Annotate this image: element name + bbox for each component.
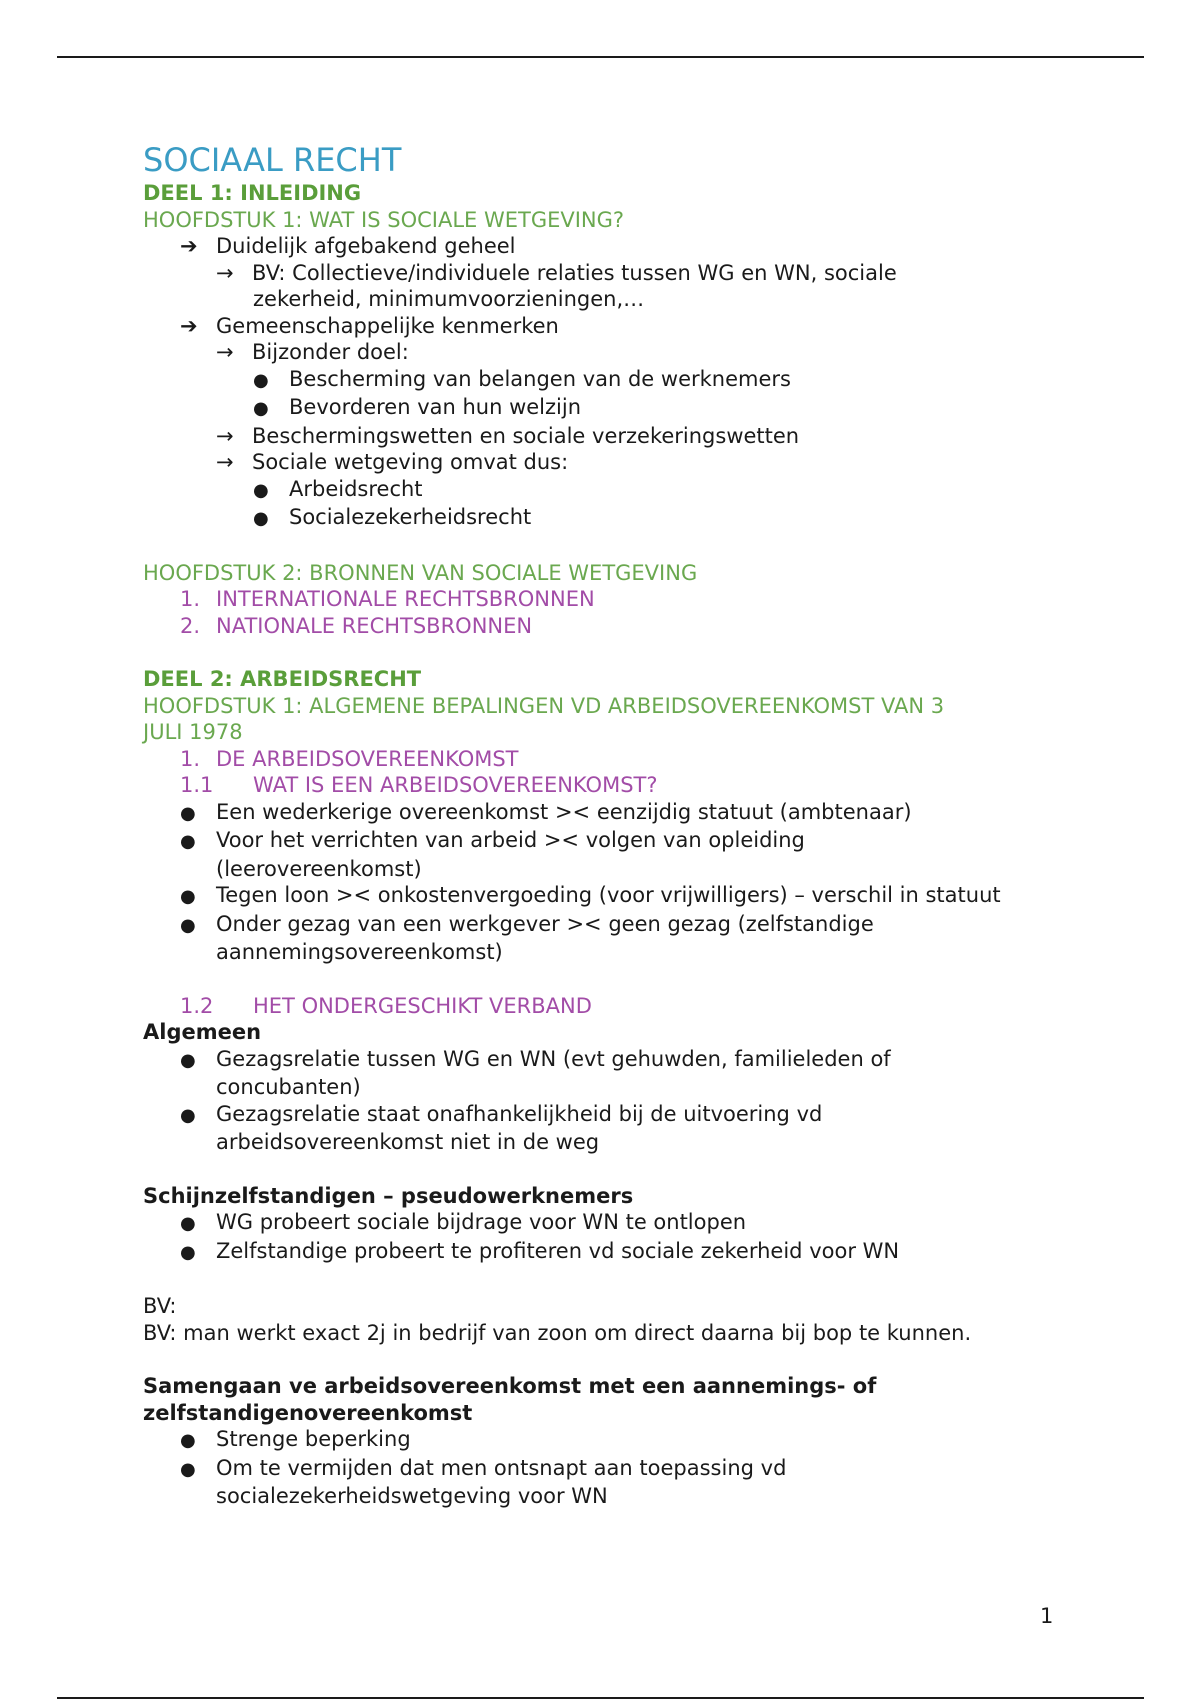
- bullet-icon: ●: [180, 1213, 196, 1234]
- bullet-icon: ●: [180, 831, 196, 852]
- list-item: → Sociale wetgeving omvat dus:: [216, 450, 569, 474]
- bullet-icon: ●: [253, 508, 269, 529]
- list-item-continuation: zekerheid, minimumvoorzieningen,…: [253, 287, 645, 311]
- list-item-continuation: concubanten): [216, 1075, 361, 1099]
- list-item: ● Socialezekerheidsrecht: [143, 504, 1063, 533]
- document-body: [143, 140, 1063, 1510]
- list-item: ➔ Gemeenschappelijke kenmerken: [180, 313, 559, 338]
- page-title: SOCIAAL RECHT: [143, 141, 402, 179]
- list-item: ● Gezagsrelatie tussen WG en WN (evt gehuwden, familieleden of: [143, 1046, 1063, 1075]
- header-rule: [57, 56, 1144, 58]
- example-label: BV:: [143, 1294, 177, 1318]
- section-heading: 1. DE ARBEIDSOVEREENKOMST: [180, 746, 519, 771]
- list-item: ● Arbeidsrecht: [143, 476, 1063, 505]
- list-item: → Bijzonder doel:: [216, 340, 409, 364]
- list-item: ● WG probeert sociale bijdrage voor WN te ontlopen: [143, 1209, 1063, 1238]
- list-item: ● Een wederkerige overeenkomst >< eenzijdig statuut (ambtenaar): [143, 799, 1063, 828]
- chapter-heading: HOOFDSTUK 2: BRONNEN VAN SOCIALE WETGEVING: [143, 560, 698, 585]
- paragraph-heading: Algemeen: [143, 1020, 262, 1044]
- list-item: ● Onder gezag van een werkgever >< geen gezag (zelfstandige: [143, 911, 1063, 940]
- list-item: ● Bescherming van belangen van de werknemers: [143, 366, 1063, 395]
- list-item: ● Bevorderen van hun welzijn: [143, 394, 1063, 423]
- bullet-icon: ●: [253, 369, 269, 391]
- bullet-icon: ●: [180, 886, 196, 907]
- bullet-icon: ●: [180, 802, 196, 824]
- part-heading: DEEL 2: ARBEIDSRECHT: [143, 667, 422, 691]
- arrow-icon: →: [216, 450, 234, 474]
- list-item-continuation: (leerovereenkomst): [216, 856, 422, 881]
- bullet-icon: ●: [180, 1241, 196, 1263]
- list-item: ● Gezagsrelatie staat onafhankelijkheid bij de uitvoering vd: [143, 1101, 1063, 1130]
- list-item: ➔ Duidelijk afgebakend geheel: [180, 234, 516, 258]
- list-item: ● Zelfstandige probeert te profiteren vd sociale zekerheid voor WN: [143, 1238, 1063, 1267]
- bold-arrow-icon: ➔: [180, 313, 198, 338]
- section-heading: 2. NATIONALE RECHTSBRONNEN: [180, 613, 533, 638]
- arrow-icon: →: [216, 423, 234, 448]
- bullet-icon: ●: [180, 1104, 196, 1126]
- bullet-icon: ●: [253, 479, 269, 501]
- bullet-icon: ●: [180, 1458, 196, 1480]
- paragraph-heading: Schijnzelfstandigen – pseudowerknemers: [143, 1183, 634, 1208]
- chapter-heading-continuation: JULI 1978: [143, 720, 243, 744]
- bullet-icon: ●: [253, 398, 269, 419]
- list-item-continuation: aannemingsovereenkomst): [216, 940, 503, 964]
- list-item-continuation: socialezekerheidswetgeving voor WN: [216, 1484, 608, 1508]
- paragraph-heading-continuation: zelfstandigenovereenkomst: [143, 1400, 473, 1425]
- list-item-continuation: arbeidsovereenkomst niet in de weg: [216, 1130, 600, 1154]
- section-heading: 1. INTERNATIONALE RECHTSBRONNEN: [180, 587, 595, 611]
- list-item: ● Strenge beperking: [143, 1426, 1063, 1455]
- chapter-heading: HOOFDSTUK 1: ALGEMENE BEPALINGEN VD ARBEIDSOVEREENKOMST VAN 3: [143, 693, 945, 718]
- part-heading: DEEL 1: INLEIDING: [143, 181, 362, 205]
- subsection-heading: 1.1 WAT IS EEN ARBEIDSOVEREENKOMST?: [180, 773, 658, 797]
- list-item: ● Om te vermijden dat men ontsnapt aan toepassing vd: [143, 1455, 1063, 1484]
- subsection-heading: 1.2 HET ONDERGESCHIKT VERBAND: [180, 993, 592, 1018]
- arrow-icon: →: [216, 260, 234, 285]
- list-item: ● Tegen loon >< onkostenvergoeding (voor vrijwilligers) – verschil in statuut: [143, 882, 1063, 911]
- paragraph-heading: Samengaan ve arbeidsovereenkomst met een aannemings- of: [143, 1374, 877, 1398]
- bullet-icon: ●: [180, 1049, 196, 1071]
- list-item: ● Voor het verrichten van arbeid >< volgen van opleiding: [143, 827, 1063, 856]
- bullet-icon: ●: [180, 914, 196, 936]
- bold-arrow-icon: ➔: [180, 234, 198, 258]
- footer-rule: [57, 1697, 1144, 1699]
- example-text: BV: man werkt exact 2j in bedrijf van zoon om direct daarna bij bop te kunnen.: [143, 1320, 972, 1345]
- bullet-icon: ●: [180, 1430, 196, 1451]
- arrow-icon: →: [216, 340, 234, 364]
- list-item: → Beschermingswetten en sociale verzekeringswetten: [216, 423, 800, 448]
- list-item: → BV: Collectieve/individuele relaties tussen WG en WN, sociale: [216, 260, 897, 285]
- chapter-heading: HOOFDSTUK 1: WAT IS SOCIALE WETGEVING?: [143, 207, 625, 232]
- page-number: 1: [1040, 1604, 1054, 1628]
